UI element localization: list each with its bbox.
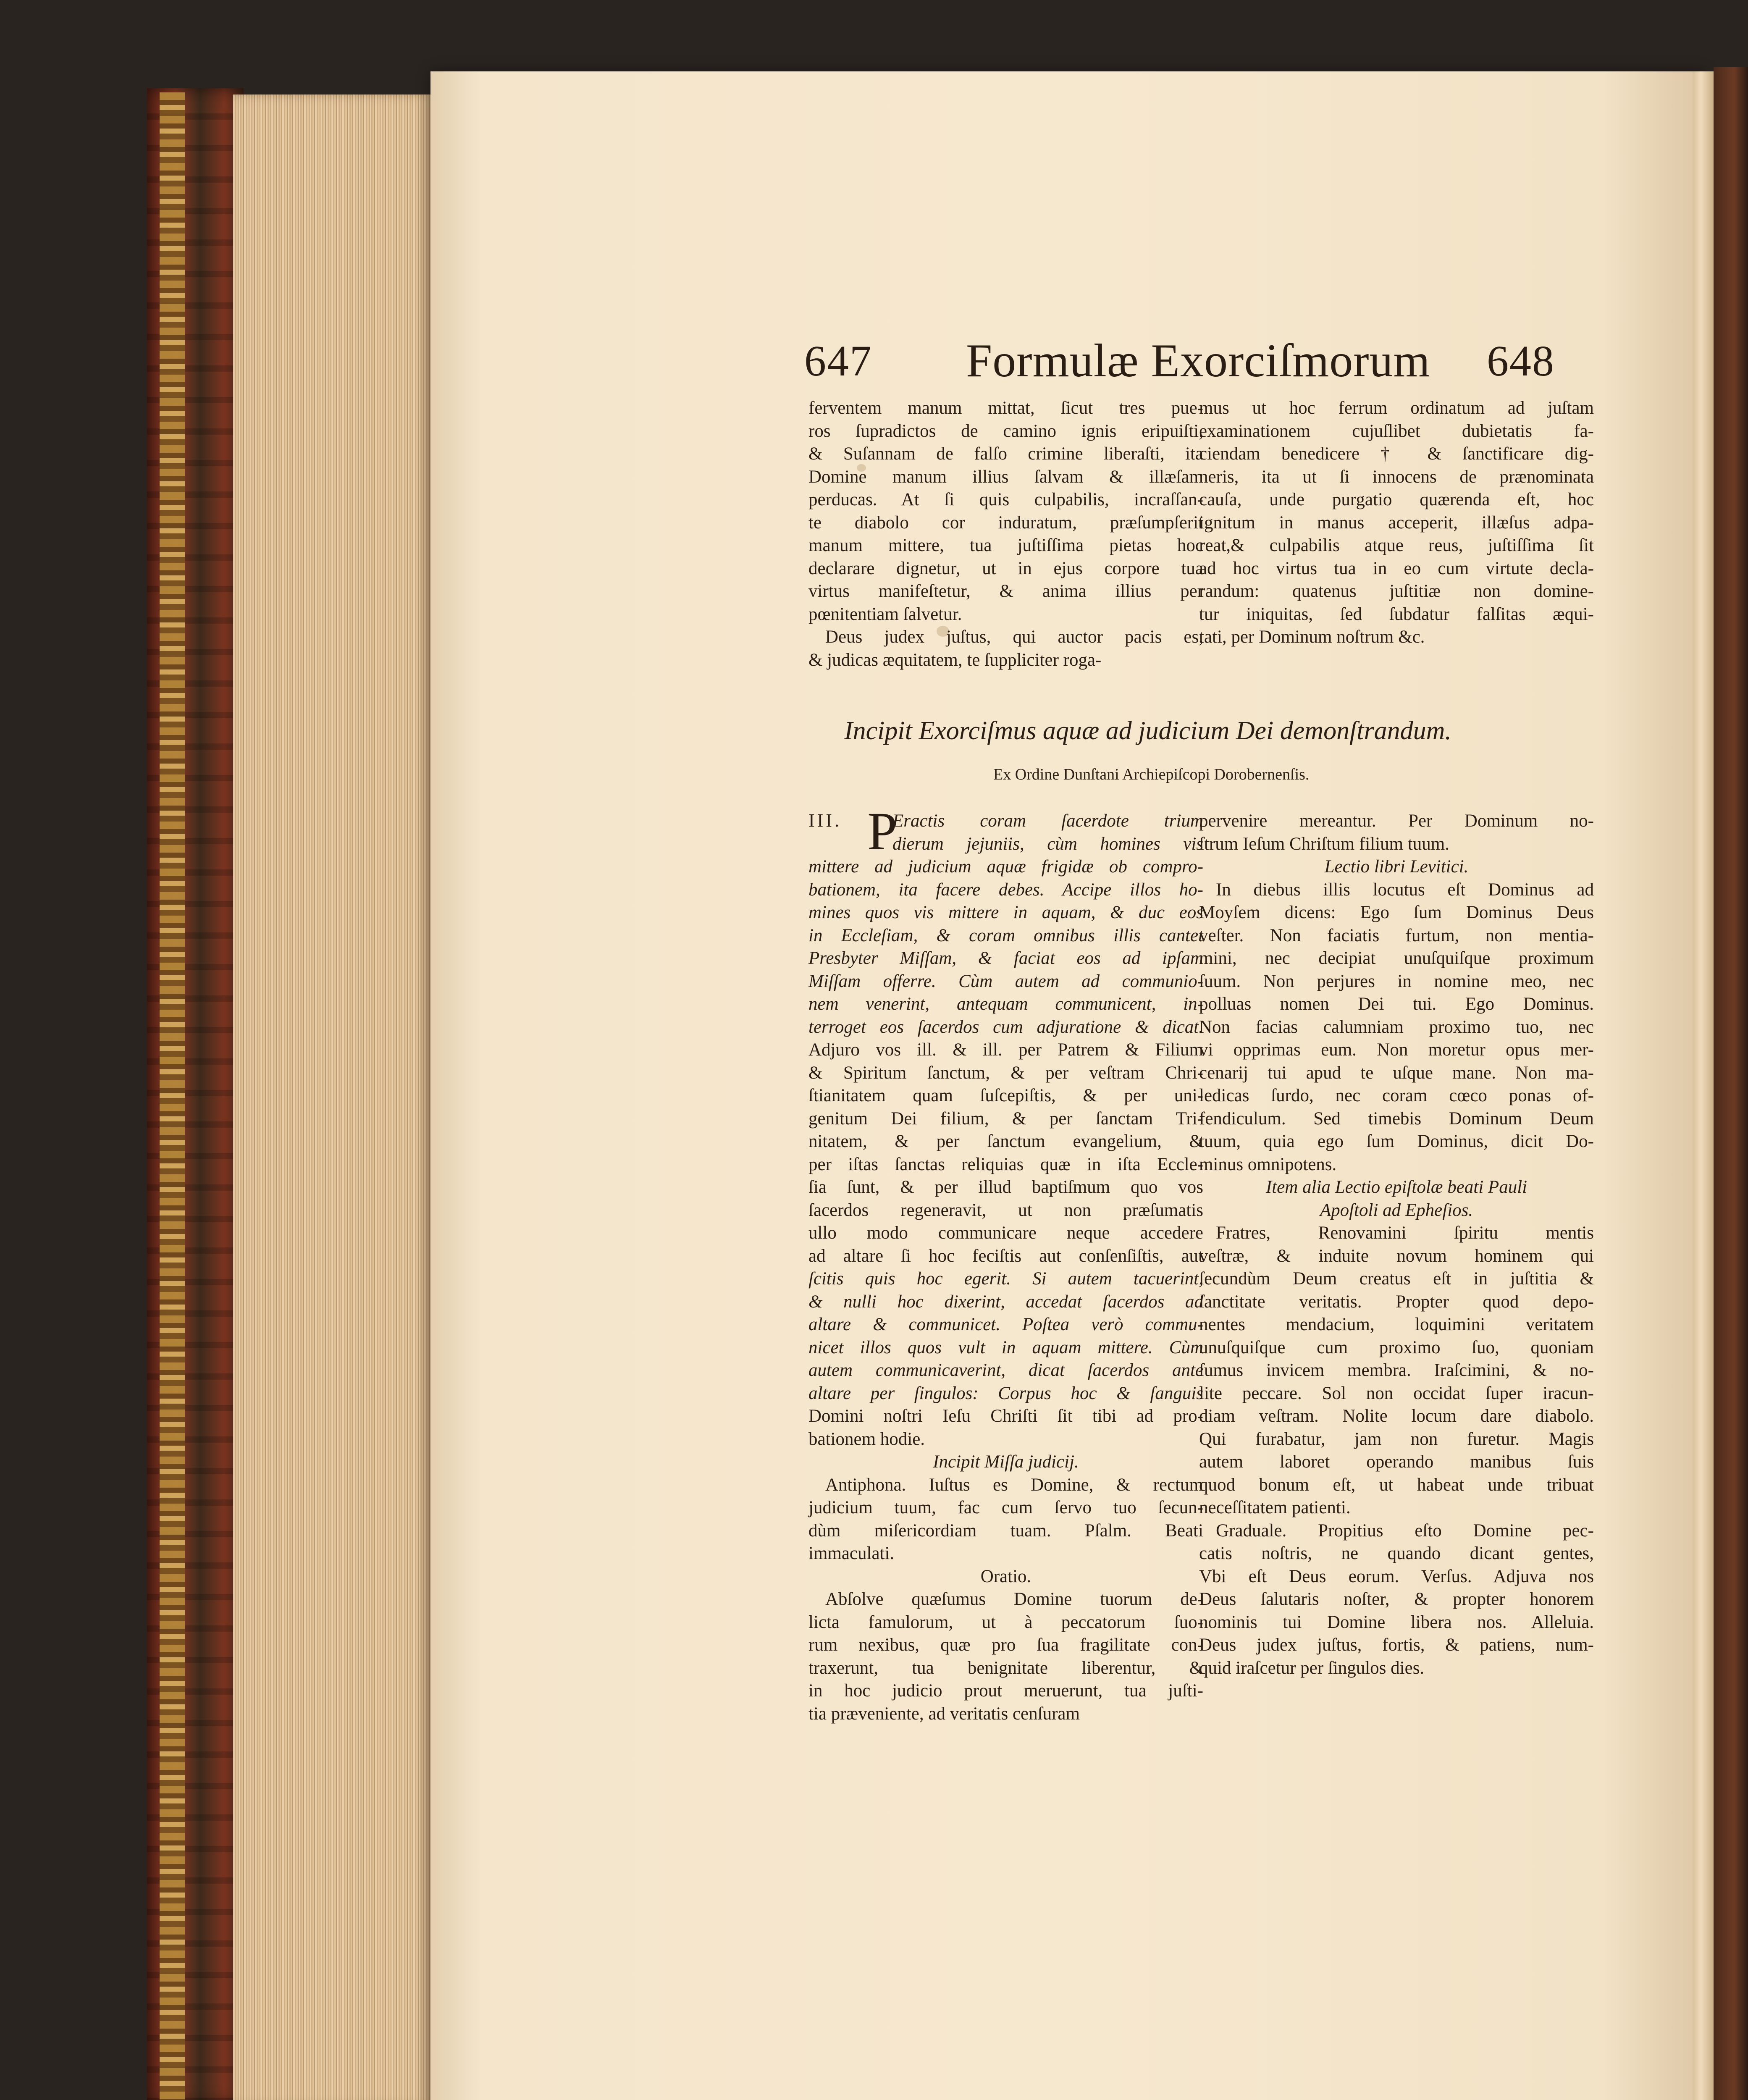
column-bottom-right: [1199, 810, 1594, 1680]
text-line: minus omnipotens.: [1199, 1154, 1337, 1174]
text-line: tati, per Dominum noſtrum &c.: [1199, 627, 1425, 647]
text-line: bationem, ita facere debes. Accipe illos ho-: [808, 879, 1203, 900]
text-line: & judicas æquitatem, te ſuppliciter roga-: [808, 650, 1102, 670]
column-bottom-left: [808, 810, 1203, 1725]
text-line: Qui furabatur, jam non furetur. Magis: [1199, 1429, 1594, 1449]
text-line: cenarij tui apud te uſque mane. Non ma-: [1199, 1063, 1594, 1083]
text-line: mines quos vis mittere in aquam, & duc eos: [808, 903, 1203, 922]
text-line: ignitum in manus acceperit, illæſus adpa-: [1199, 512, 1594, 533]
text-line: ad altare ſi hoc feciſtis aut conſenſiſtis, aut: [808, 1246, 1203, 1266]
text-line: ciendam benedicere † & ſanctificare dig-: [1199, 444, 1594, 464]
text-line: ſuum. Non perjures in nomine meo, nec: [1199, 971, 1594, 991]
text-line: judicium tuum, fac cum ſervo tuo ſecun-: [808, 1498, 1203, 1517]
page-number-right: 648: [1487, 337, 1555, 385]
text-line: polluas nomen Dei tui. Ego Dominus.: [1199, 994, 1594, 1014]
text-line: Fratres, Renovamini ſpiritu mentis: [1216, 1223, 1594, 1243]
text-line: ros ſupradictos de camino ignis eripuiſti,: [808, 421, 1203, 441]
text-line: veſter. Non faciatis furtum, non mentia-: [1199, 925, 1594, 945]
page-block-edge: [233, 94, 430, 2100]
text-line: declarare dignetur, ut in ejus corpore tua: [808, 558, 1203, 578]
text-line: mittere ad judicium aquæ frigidæ ob compro-: [808, 857, 1203, 877]
text-line: unuſquiſque cum proximo ſuo, quoniam: [1199, 1337, 1594, 1357]
text-line: Deus judex juſtus, fortis, & patiens, num-: [1199, 1635, 1594, 1655]
text-line: ſcitis quis hoc egerit. Si autem tacuerint,: [808, 1269, 1203, 1289]
text-line: in Eccleſiam, & coram omnibus illis cantet: [808, 925, 1203, 945]
text-line: pœnitentiam ſalvetur.: [808, 604, 962, 624]
text-line: examinationem cujuſlibet dubietatis fa-: [1199, 421, 1594, 441]
text-line: fendiculum. Sed timebis Dominum Deum: [1199, 1108, 1594, 1129]
text-line: Lectio libri Levitici.: [1324, 857, 1469, 877]
text-line: Domini noſtri Ieſu Chriſti ſit tibi ad pro-: [808, 1406, 1203, 1426]
text-line: Presbyter Miſſam, & faciat eos ad ipſam: [808, 948, 1203, 968]
running-title: Formulæ Exorciſmorum: [966, 335, 1430, 387]
text-line: randum: quatenus juſtitiæ non domine-: [1199, 581, 1594, 601]
text-line: bationem hodie.: [808, 1429, 925, 1449]
text-line: ſanctitate veritatis. Propter quod depo-: [1199, 1292, 1594, 1312]
text-line: quid iraſcetur per ſingulos dies.: [1199, 1658, 1425, 1678]
text-line: immaculati.: [808, 1544, 895, 1563]
text-line: altare per ſingulos: Corpus hoc & ſanguis: [808, 1383, 1203, 1403]
text-line: ullo modo communicare neque accedere: [808, 1223, 1203, 1243]
text-line: Vbi eſt Deus eorum. Verſus. Adjuva nos: [1199, 1566, 1594, 1586]
text-line: tur iniquitas, ſed ſubdatur falſitas æqui-: [1199, 604, 1594, 624]
text-line: altare & communicet. Poſtea verò commu-: [808, 1315, 1203, 1334]
text-line: neceſſitatem patienti.: [1199, 1498, 1351, 1517]
text-line: mus ut hoc ferrum ordinatum ad juſtam: [1199, 398, 1594, 418]
text-line: diam veſtram. Nolite locum dare diabolo.: [1199, 1406, 1594, 1426]
text-line: nitatem, & per ſanctum evangelium, &: [808, 1131, 1203, 1151]
facing-page-edge: [1693, 71, 1714, 2100]
text-line: traxerunt, tua benignitate liberentur, &: [808, 1658, 1203, 1678]
text-line: manum mittere, tua juſtiſſima pietas hoc: [808, 536, 1203, 555]
drop-capital: P: [867, 801, 898, 861]
text-line: perducas. At ſi quis culpabilis, incraſſan-: [808, 490, 1203, 509]
section-subheading: Ex Ordine Dunſtani Archiepiſcopi Dorobernenſis.: [993, 766, 1310, 783]
text-line: Oratio.: [980, 1566, 1031, 1586]
section-number: III.: [808, 810, 842, 831]
text-line: Item alia Lectio epiſtolæ beati Pauli: [1265, 1177, 1528, 1197]
text-line: Miſſam offerre. Cùm autem ad communio-: [808, 971, 1203, 991]
text-line: Deus ſalutaris noſter, & propter honorem: [1199, 1589, 1594, 1609]
text-line: Eractis coram ſacerdote trium: [892, 811, 1203, 831]
text-line: in hoc judicio prout meruerunt, tua juſti-: [808, 1681, 1203, 1701]
text-line: Domine manum illius ſalvam & illæſam: [808, 467, 1203, 487]
text-line: ſumus invicem membra. Iraſcimini, & no-: [1199, 1360, 1594, 1380]
text-line: & Suſannam de falſo crimine liberaſti, ita: [808, 444, 1203, 464]
page-number-left: 647: [804, 337, 872, 385]
text-line: genitum Dei filium, & per ſanctam Tri-: [808, 1108, 1203, 1129]
text-line: dierum jejuniis, cùm homines vis: [892, 834, 1203, 854]
text-line: Adjuro vos ill. & ill. per Patrem & Filium: [808, 1040, 1203, 1060]
text-line: tia præveniente, ad veritatis cenſuram: [808, 1704, 1080, 1724]
text-line: licta famulorum, ut à peccatorum ſuo-: [808, 1612, 1203, 1632]
gilt-border: [160, 92, 185, 2100]
text-line: dùm miſericordiam tuam. Pſalm. Beati: [808, 1520, 1203, 1541]
text-line: neris, ita ut ſi innocens de prænominata: [1199, 467, 1594, 487]
text-line: In diebus illis locutus eſt Dominus ad: [1216, 879, 1594, 900]
text-line: Deus judex juſtus, qui auctor pacis es,: [825, 627, 1203, 647]
text-line: & nulli hoc dixerint, accedat ſacerdos ad: [808, 1292, 1203, 1312]
section-heading: Incipit Exorciſmus aquæ ad judicium Dei demonſtrandum.: [844, 717, 1451, 745]
text-line: Non facias calumniam proximo tuo, nec: [1199, 1017, 1594, 1037]
text-line: quod bonum eſt, ut habeat unde tribuat: [1199, 1475, 1594, 1495]
text-line: ferventem manum mittat, ſicut tres pue-: [808, 398, 1203, 418]
text-line: ledicas ſurdo, nec coram cœco ponas of-: [1199, 1086, 1594, 1105]
text-line: virtus manifeſtetur, & anima illius per: [808, 581, 1203, 601]
text-line: cauſa, unde purgatio quærenda eſt, hoc: [1199, 490, 1594, 509]
text-line: veſtræ, & induite novum hominem qui: [1199, 1246, 1594, 1266]
text-line: vi opprimas eum. Non moretur opus mer-: [1199, 1040, 1594, 1060]
text-line: & Spiritum ſanctum, & per veſtram Chri-: [808, 1063, 1203, 1083]
text-line: nicet illos quos vult in aquam mittere. Cùm: [808, 1337, 1203, 1357]
text-line: autem laboret operando manibus ſuis: [1199, 1452, 1594, 1472]
text-line: ſecundùm Deum creatus eſt in juſtitia &: [1199, 1269, 1594, 1289]
text-line: Antiphona. Iuſtus es Domine, & rectum: [825, 1475, 1203, 1495]
text-line: pervenire mereantur. Per Dominum no-: [1199, 811, 1594, 831]
text-line: Incipit Miſſa judicij.: [933, 1452, 1079, 1472]
text-line: te diabolo cor induratum, præſumpſerit: [808, 512, 1203, 533]
cover-right: [1714, 67, 1748, 2100]
text-line: nem venerint, antequam communicent, in-: [808, 994, 1203, 1014]
column-top-right: [1199, 397, 1594, 649]
text-line: ſtianitatem quam ſuſcepiſtis, & per uni-: [808, 1086, 1203, 1105]
text-line: per iſtas ſanctas reliquias quæ in iſta Eccle-: [808, 1154, 1203, 1174]
text-line: mini, nec decipiat unuſquiſque proximum: [1199, 948, 1594, 968]
text-line: terroget eos ſacerdos cum adjuratione & dicat.: [808, 1017, 1203, 1037]
text-line: nentes mendacium, loquimini veritatem: [1199, 1315, 1594, 1334]
text-line: autem communicaverint, dicat ſacerdos ante: [808, 1360, 1203, 1380]
text-line: lite peccare. Sol non occidat ſuper iracun-: [1199, 1383, 1594, 1403]
text-line: ſtrum Ieſum Chriſtum filium tuum.: [1199, 834, 1449, 854]
text-line: reat,& culpabilis atque reus, juſtiſſima ſit: [1199, 536, 1594, 555]
text-line: Graduale. Propitius eſto Domine pec-: [1216, 1520, 1594, 1541]
column-top-left: [808, 397, 1203, 672]
text-line: Abſolve quæſumus Domine tuorum de-: [825, 1589, 1203, 1609]
text-line: Moyſem dicens: Ego ſum Dominus Deus: [1199, 903, 1594, 922]
text-line: nominis tui Domine libera nos. Alleluia.: [1199, 1612, 1594, 1632]
text-line: ſia ſunt, & per illud baptiſmum quo vos: [808, 1177, 1203, 1197]
text-line: Apoſtoli ad Epheſios.: [1320, 1200, 1473, 1220]
text-line: tuum, quia ego ſum Dominus, dicit Do-: [1199, 1131, 1594, 1151]
text-line: catis noſtris, ne quando dicant gentes,: [1199, 1544, 1594, 1563]
text-line: rum nexibus, quæ pro ſua fragilitate con-: [808, 1635, 1203, 1655]
text-line: ſacerdos regeneravit, ut non præſumatis: [808, 1200, 1203, 1220]
text-line: ad hoc virtus tua in eo cum virtute decla-: [1199, 558, 1594, 578]
